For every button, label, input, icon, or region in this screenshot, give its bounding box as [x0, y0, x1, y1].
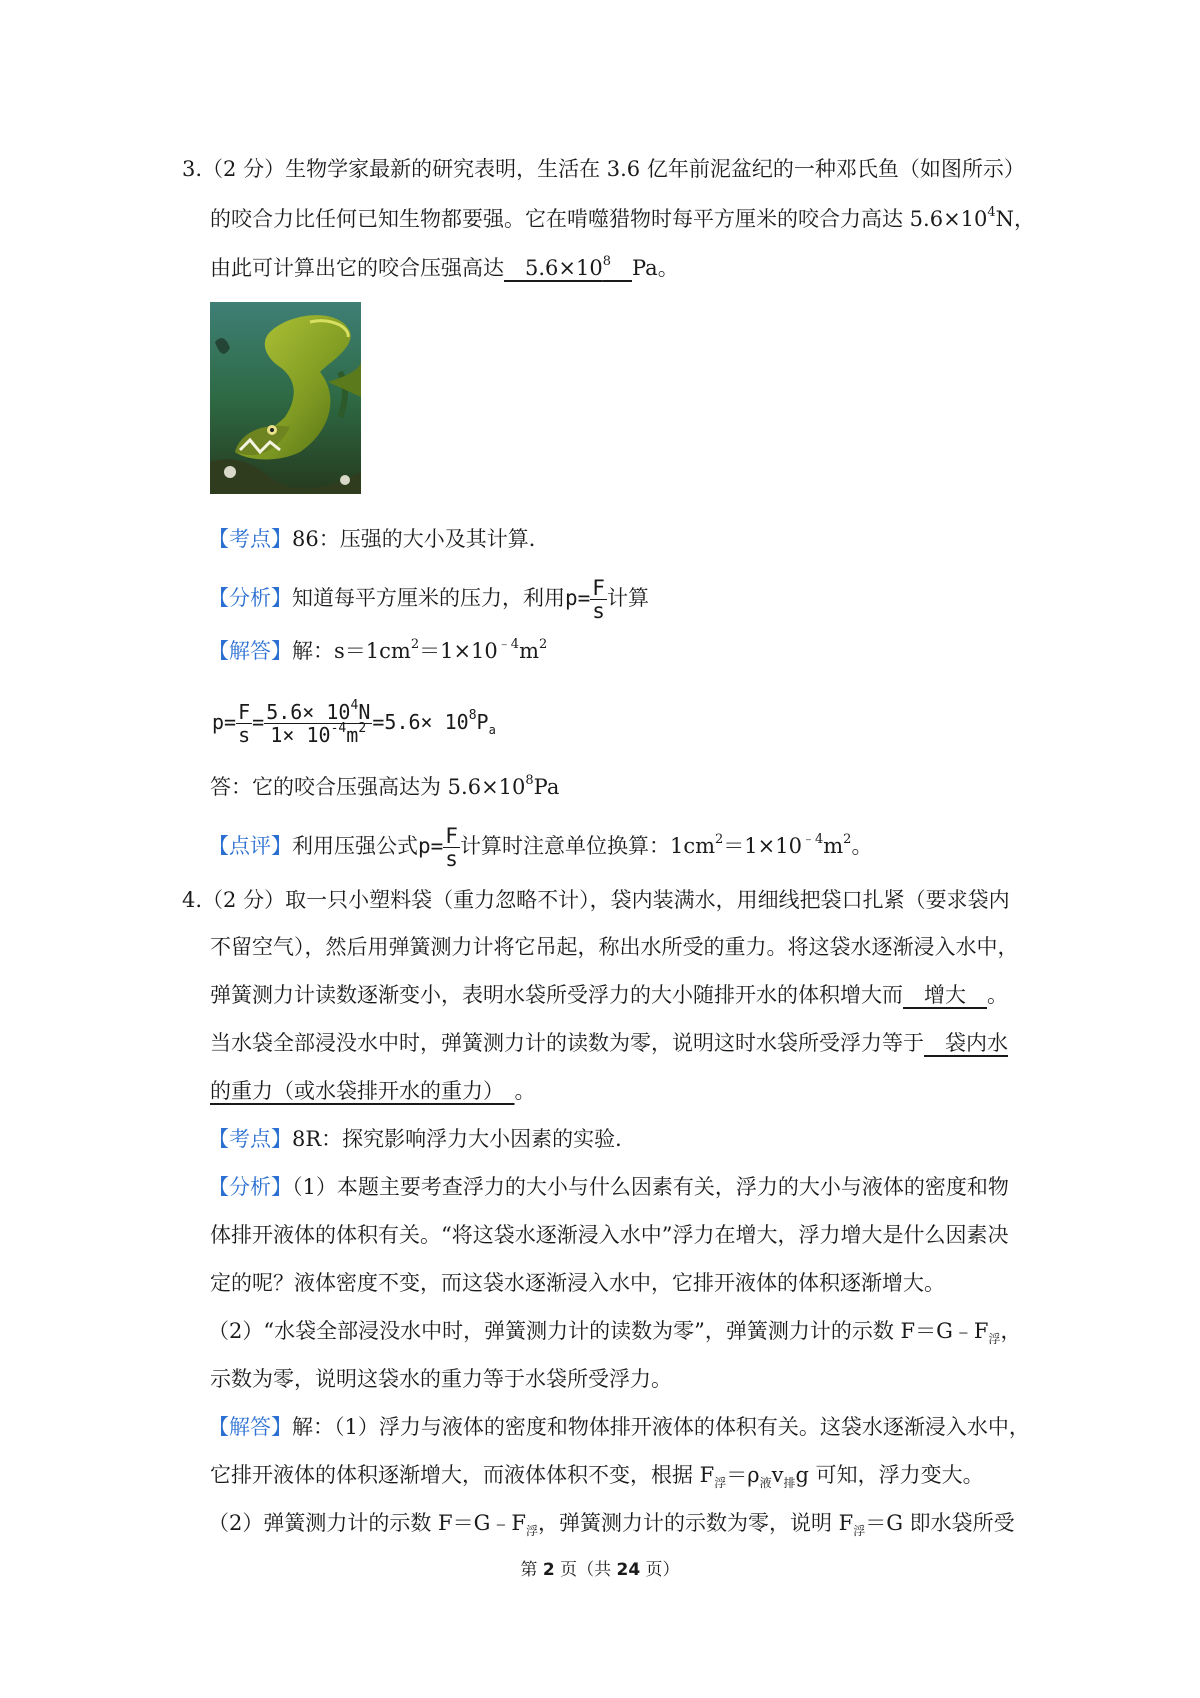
q4-line-2: 不留空气），然后用弹簧测力计将它吊起，称出水所受的重力。将这袋水逐渐浸入水中，: [210, 935, 1019, 959]
q4-line-5: 的重力（或水袋排开水的重力） 。: [210, 1079, 536, 1103]
q4-answer-1: 增大: [903, 983, 987, 1007]
q4-line-4: 当水袋全部浸没水中时，弹簧测力计的读数为零，说明这时水袋所受浮力等于 袋内水: [210, 1031, 1008, 1055]
q4-fenxi-5: 示数为零，说明这袋水的重力等于水袋所受浮力。: [210, 1367, 672, 1391]
page-footer: 第 2 页（共 24 页）: [520, 1560, 680, 1580]
current-page-number: 2: [542, 1560, 555, 1580]
q3-line-2: 的咬合力比任何已知生物都要强。它在啃噬猎物时每平方厘米的咬合力高达 $5.6\times 10^4N$，: [210, 205, 1036, 231]
q4-line-3: 弹簧测力计读数逐渐变小，表明水袋所受浮力的大小随排开水的体积增大而 增大 。: [210, 983, 1008, 1007]
q4-fenxi-4: （2）“水袋全部浸没水中时，弹簧测力计的读数为零”，弹簧测力计的示数 $F=G﹣F_浮$，: [208, 1319, 1022, 1347]
q3-line-3: 由此可计算出它的咬合压强高达 $5.6\times 10^8$ Pa。: [210, 254, 679, 280]
q3-fenxi: 【分析】知道每平方厘米的压力，利用p= $\frac{F}{s}$ 计算: [208, 576, 649, 623]
q4-fenxi-3: 定的呢？液体密度不变，而这袋水逐渐浸入水中，它排开液体的体积逐渐增大。: [210, 1271, 945, 1295]
q4-line-1: 4.（2 分）取一只小塑料袋（重力忽略不计），袋内装满水，用细线把袋口扎紧（要求袋内: [182, 888, 1010, 912]
q4-fenxi-2: 体排开液体的体积有关。“将这袋水逐渐浸入水中”浮力在增大，浮力增大是什么因素决: [210, 1223, 1009, 1247]
q3-line-1: 3.（2 分）生物学家最新的研究表明，生活在 3.6 亿年前泥盆纪的一种邓氏鱼（如图所示）: [182, 157, 1025, 181]
q4-answer-2a: 袋内水: [924, 1031, 1008, 1055]
q3-jieda: 【解答】解：$s=1cm^2=1\times 10^{﹣4}m^2$: [208, 637, 548, 663]
q4-fenxi-1: 【分析】（1）本题主要考查浮力的大小与什么因素有关，浮力的大小与液体的密度和物: [208, 1175, 1009, 1199]
q3-kaodian: 【考点】86：压强的大小及其计算．: [208, 527, 550, 551]
dunkleosteus-fish-image: [210, 302, 361, 494]
q3-equation: p= $\frac{F}{s}$ = $\frac{5.6\times 10^4N}{1\times 10^{-4}m^2}$ $=5.6\times 10^8P_a$: [212, 698, 496, 747]
q3-answer: $5.6\times 10^8$: [504, 254, 611, 280]
q4-jieda-3: （2）弹簧测力计的示数 $F=G﹣F_浮$，弹簧测力计的示数为零，说明 $F_浮=G$ 即水袋所受: [208, 1511, 1015, 1539]
q4-jieda-2: 它排开液体的体积逐渐增大，而液体体积不变，根据 $F_浮=\rho_液v_排g$ 可知，浮力变大。: [210, 1463, 984, 1491]
total-page-number: 24: [616, 1560, 641, 1580]
q3-da: 答：它的咬合压强高达为 $5.6\times 10^8Pa$: [210, 773, 560, 799]
q4-kaodian: 【考点】8R：探究影响浮力大小因素的实验．: [208, 1127, 637, 1151]
q3-dianping: 【点评】利用压强公式p= $\frac{F}{s}$ 计算时注意单位换算：$1cm^2=1\times 10^{﹣4}m^2$。: [208, 824, 873, 871]
q4-jieda-1: 【解答】解：（1）浮力与液体的密度和物体排开液体的体积有关。这袋水逐渐浸入水中，: [208, 1415, 1030, 1439]
q4-answer-2b: 的重力（或水袋排开水的重力）: [210, 1079, 515, 1103]
